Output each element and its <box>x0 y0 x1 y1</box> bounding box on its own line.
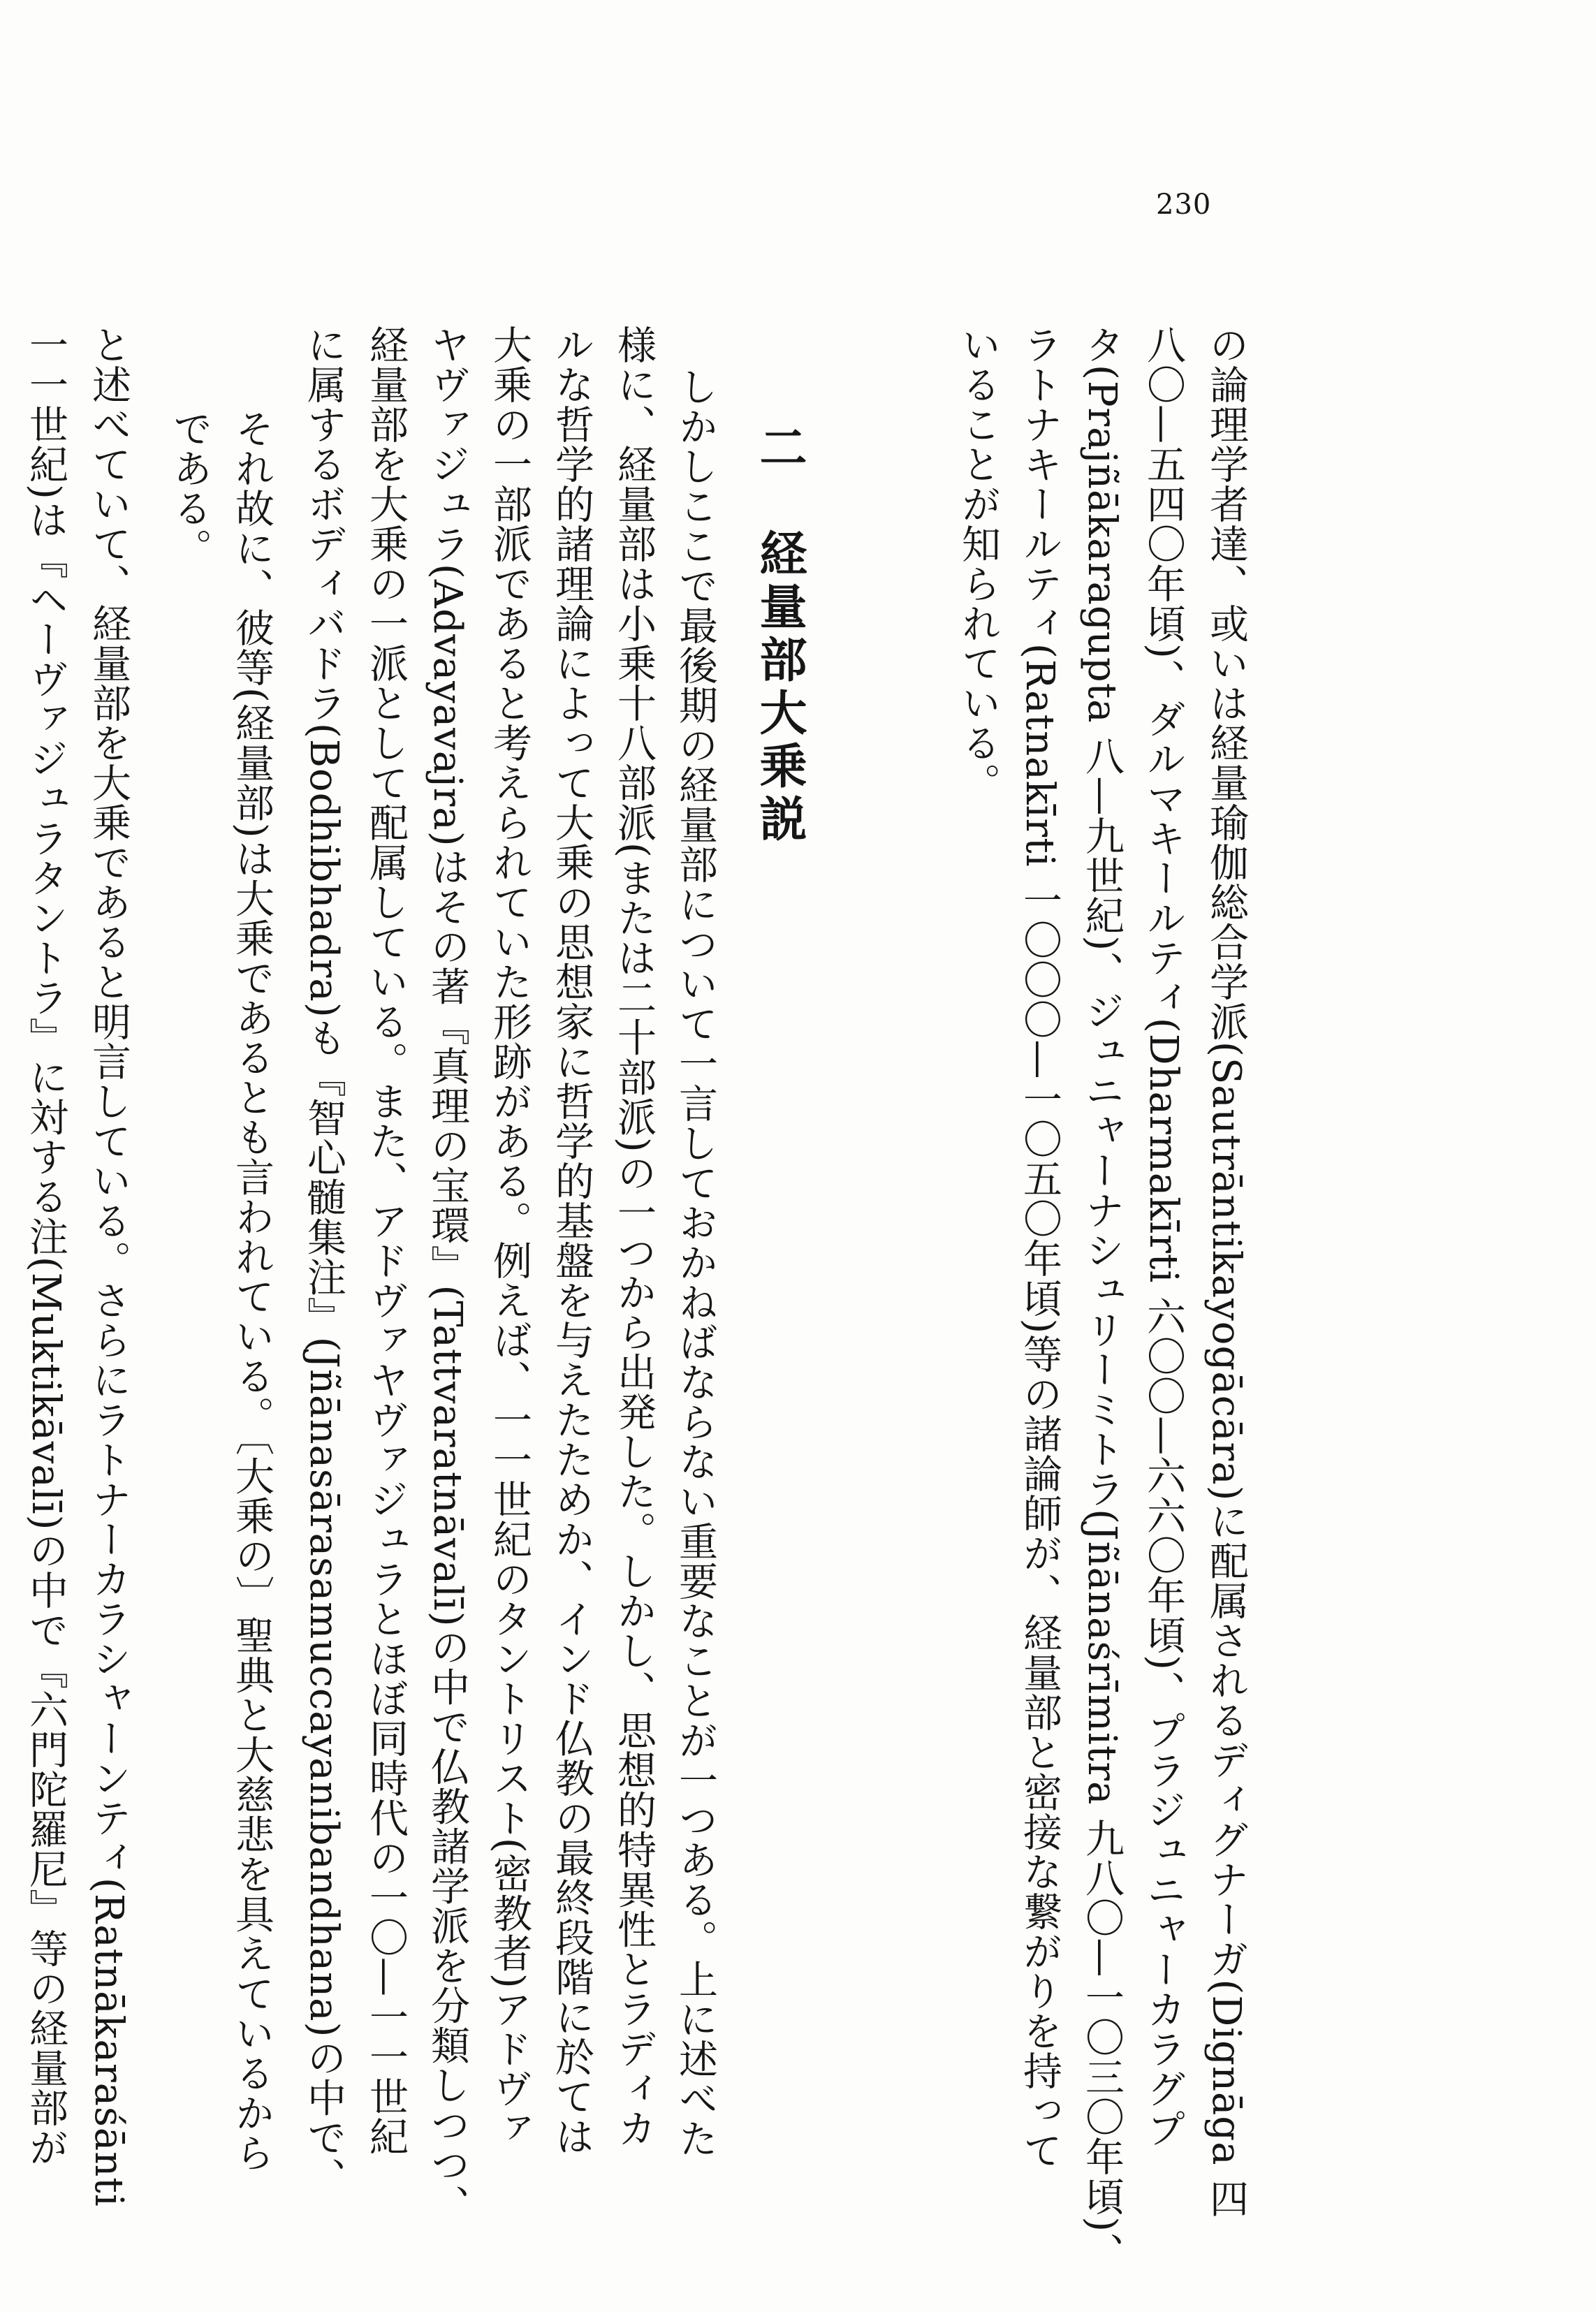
text-line-4: ラトナキールティ(Ratnakīrti 一〇〇〇—一〇五〇年頃)等の諸論師が、経量部と密接な繋がりを持って <box>1017 325 1062 2171</box>
quote-line-2: である。 <box>167 409 212 568</box>
text-line-6: しかしここで最後期の経量部について一言しておかねばならない重要なことが一つある。上に述べた <box>673 367 718 2158</box>
quote-line-1: それ故に、彼等(経量部)は大乗であるとも言われている。〔大乗の〕聖典と大慈悲を具えているから <box>229 409 274 2173</box>
text-line-7: 様に、経量部は小乗十八部派(または二十部派)の一つから出発した。しかし、思想的特異性とラディカ <box>611 325 657 2149</box>
text-line-2: 八〇—五四〇年頃)、ダルマキールティ(Dharmakīrti 六〇〇—六六〇年頃)、プラジュニャーカラグプ <box>1141 325 1186 2149</box>
text-line-10: ヤヴァジュラ(Advayavajra)はその著『真理の宝環』(Tattvaratnāvalī)の中で仏教諸学派を分類しつつ、 <box>425 325 470 2225</box>
text-line-9: 大乗の一部派であると考えられていた形跡がある。例えば、一一世紀のタントリスト(密教者)アドヴァ <box>487 325 532 2149</box>
text-line-3: タ(Prajñākaragupta 八—九世紀)、ジュニャーナシュリーミトラ(Jñānaśrīmitra 九八〇—一〇三〇年頃)、 <box>1079 325 1125 2273</box>
page-number: 230 <box>1156 189 1212 221</box>
text-line-11: 経量部を大乗の一派として配属している。また、アドヴァヤヴァジュラとほぼ同時代の一〇—一一世紀 <box>363 325 409 2156</box>
text-line-14: 一一世紀)は『ヘーヴァジュラタントラ』に対する注(Muktikāvalī)の中で『六門陀羅尼』等の経量部が <box>23 325 68 2168</box>
text-line-13: と述べていて、経量部を大乗であると明言している。さらにラトナーカラシャーンティ(Ratnākaraśānti <box>86 325 131 2207</box>
text-line-5: いることが知られている。 <box>956 325 1001 803</box>
section-heading: 二 経量部大乗説 <box>752 423 807 847</box>
text-line-8: ルな哲学的諸理論によって大乗の思想家に哲学的基盤を与えたためか、インド仏教の最終段階に於ては <box>549 325 594 2156</box>
text-line-12: に属するボディバドラ(Bodhibhadra)も『智心髄集注』(Jñānasārasamuccayanibandhana)の中で、 <box>301 325 346 2197</box>
text-line-1: の論理学者達、或いは経量瑜伽総合学派(Sautrāntikayogācāra)に配属されるディグナーガ(Dignāga 四 <box>1203 325 1249 2219</box>
